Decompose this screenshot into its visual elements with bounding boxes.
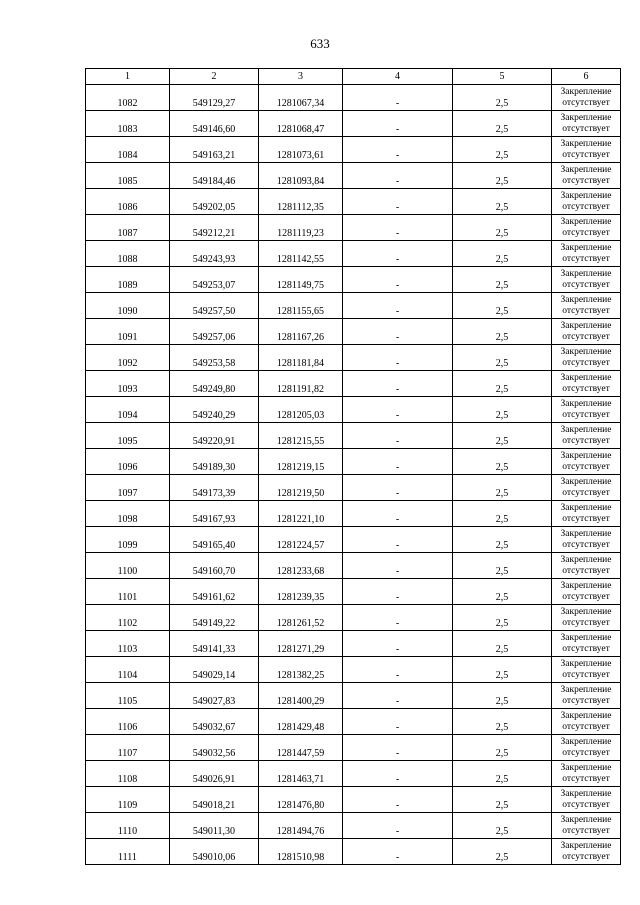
col4-cell: - <box>343 761 453 787</box>
table-row <box>86 605 621 631</box>
fixing-cell: Закрепление отсутствует <box>552 527 621 553</box>
col5-cell: 2,5 <box>453 397 552 423</box>
table-header-row <box>86 69 621 85</box>
col5-cell: 2,5 <box>453 241 552 267</box>
column-header: 2 <box>170 69 259 85</box>
table-row <box>86 449 621 475</box>
point-number-cell: 1111 <box>86 839 170 865</box>
x-coordinate-cell: 549167,93 <box>170 501 259 527</box>
table-row <box>86 839 621 865</box>
x-coordinate-cell: 549129,27 <box>170 85 259 111</box>
col4-cell: - <box>343 735 453 761</box>
col4-cell: - <box>343 813 453 839</box>
x-coordinate-cell: 549141,33 <box>170 631 259 657</box>
point-number-cell: 1083 <box>86 111 170 137</box>
col4-cell: - <box>343 579 453 605</box>
fixing-cell: Закрепление отсутствует <box>552 85 621 111</box>
y-coordinate-cell: 1281463,71 <box>259 761 343 787</box>
y-coordinate-cell: 1281221,10 <box>259 501 343 527</box>
col5-cell: 2,5 <box>453 85 552 111</box>
x-coordinate-cell: 549240,29 <box>170 397 259 423</box>
x-coordinate-cell: 549173,39 <box>170 475 259 501</box>
table-row <box>86 761 621 787</box>
col4-cell: - <box>343 657 453 683</box>
col5-cell: 2,5 <box>453 137 552 163</box>
y-coordinate-cell: 1281510,98 <box>259 839 343 865</box>
table-row <box>86 293 621 319</box>
table-row <box>86 683 621 709</box>
table-row <box>86 735 621 761</box>
point-number-cell: 1091 <box>86 319 170 345</box>
x-coordinate-cell: 549243,93 <box>170 241 259 267</box>
fixing-cell: Закрепление отсутствует <box>552 657 621 683</box>
y-coordinate-cell: 1281149,75 <box>259 267 343 293</box>
point-number-cell: 1098 <box>86 501 170 527</box>
y-coordinate-cell: 1281476,80 <box>259 787 343 813</box>
table-row <box>86 189 621 215</box>
table-row <box>86 553 621 579</box>
x-coordinate-cell: 549202,05 <box>170 189 259 215</box>
table-row <box>86 345 621 371</box>
x-coordinate-cell: 549165,40 <box>170 527 259 553</box>
point-number-cell: 1102 <box>86 605 170 631</box>
fixing-cell: Закрепление отсутствует <box>552 553 621 579</box>
table-row <box>86 423 621 449</box>
col4-cell: - <box>343 683 453 709</box>
col4-cell: - <box>343 163 453 189</box>
col5-cell: 2,5 <box>453 423 552 449</box>
x-coordinate-cell: 549257,06 <box>170 319 259 345</box>
fixing-cell: Закрепление отсутствует <box>552 579 621 605</box>
point-number-cell: 1086 <box>86 189 170 215</box>
table-body <box>86 85 621 865</box>
col5-cell: 2,5 <box>453 189 552 215</box>
fixing-cell: Закрепление отсутствует <box>552 189 621 215</box>
col4-cell: - <box>343 293 453 319</box>
fixing-cell: Закрепление отсутствует <box>552 605 621 631</box>
fixing-cell: Закрепление отсутствует <box>552 215 621 241</box>
x-coordinate-cell: 549161,62 <box>170 579 259 605</box>
col4-cell: - <box>343 501 453 527</box>
y-coordinate-cell: 1281261,52 <box>259 605 343 631</box>
col4-cell: - <box>343 475 453 501</box>
table-row <box>86 631 621 657</box>
fixing-cell: Закрепление отсутствует <box>552 319 621 345</box>
fixing-cell: Закрепление отсутствует <box>552 423 621 449</box>
table-row <box>86 163 621 189</box>
x-coordinate-cell: 549257,50 <box>170 293 259 319</box>
col5-cell: 2,5 <box>453 527 552 553</box>
x-coordinate-cell: 549032,67 <box>170 709 259 735</box>
y-coordinate-cell: 1281494,76 <box>259 813 343 839</box>
column-header: 1 <box>86 69 170 85</box>
x-coordinate-cell: 549146,60 <box>170 111 259 137</box>
col5-cell: 2,5 <box>453 709 552 735</box>
fixing-cell: Закрепление отсутствует <box>552 267 621 293</box>
x-coordinate-cell: 549027,83 <box>170 683 259 709</box>
col4-cell: - <box>343 215 453 241</box>
col4-cell: - <box>343 137 453 163</box>
x-coordinate-cell: 549253,58 <box>170 345 259 371</box>
col4-cell: - <box>343 371 453 397</box>
fixing-cell: Закрепление отсутствует <box>552 293 621 319</box>
col4-cell: - <box>343 605 453 631</box>
col5-cell: 2,5 <box>453 293 552 319</box>
point-number-cell: 1096 <box>86 449 170 475</box>
col5-cell: 2,5 <box>453 371 552 397</box>
point-number-cell: 1108 <box>86 761 170 787</box>
col5-cell: 2,5 <box>453 449 552 475</box>
fixing-cell: Закрепление отсутствует <box>552 397 621 423</box>
fixing-cell: Закрепление отсутствует <box>552 813 621 839</box>
point-number-cell: 1084 <box>86 137 170 163</box>
fixing-cell: Закрепление отсутствует <box>552 735 621 761</box>
x-coordinate-cell: 549029,14 <box>170 657 259 683</box>
point-number-cell: 1097 <box>86 475 170 501</box>
table-row <box>86 475 621 501</box>
col4-cell: - <box>343 85 453 111</box>
x-coordinate-cell: 549212,21 <box>170 215 259 241</box>
point-number-cell: 1082 <box>86 85 170 111</box>
y-coordinate-cell: 1281073,61 <box>259 137 343 163</box>
x-coordinate-cell: 549253,07 <box>170 267 259 293</box>
y-coordinate-cell: 1281215,55 <box>259 423 343 449</box>
table-row <box>86 657 621 683</box>
table-row <box>86 137 621 163</box>
col4-cell: - <box>343 111 453 137</box>
y-coordinate-cell: 1281191,82 <box>259 371 343 397</box>
y-coordinate-cell: 1281224,57 <box>259 527 343 553</box>
y-coordinate-cell: 1281181,84 <box>259 345 343 371</box>
y-coordinate-cell: 1281382,25 <box>259 657 343 683</box>
fixing-cell: Закрепление отсутствует <box>552 345 621 371</box>
table-row <box>86 371 621 397</box>
table-row <box>86 787 621 813</box>
table-row <box>86 241 621 267</box>
point-number-cell: 1087 <box>86 215 170 241</box>
point-number-cell: 1100 <box>86 553 170 579</box>
y-coordinate-cell: 1281067,34 <box>259 85 343 111</box>
fixing-cell: Закрепление отсутствует <box>552 631 621 657</box>
col4-cell: - <box>343 449 453 475</box>
x-coordinate-cell: 549163,21 <box>170 137 259 163</box>
fixing-cell: Закрепление отсутствует <box>552 371 621 397</box>
col5-cell: 2,5 <box>453 787 552 813</box>
x-coordinate-cell: 549220,91 <box>170 423 259 449</box>
col5-cell: 2,5 <box>453 501 552 527</box>
point-number-cell: 1088 <box>86 241 170 267</box>
col5-cell: 2,5 <box>453 345 552 371</box>
y-coordinate-cell: 1281219,50 <box>259 475 343 501</box>
column-header: 5 <box>453 69 552 85</box>
fixing-cell: Закрепление отсутствует <box>552 163 621 189</box>
point-number-cell: 1094 <box>86 397 170 423</box>
col4-cell: - <box>343 267 453 293</box>
col5-cell: 2,5 <box>453 579 552 605</box>
point-number-cell: 1099 <box>86 527 170 553</box>
y-coordinate-cell: 1281068,47 <box>259 111 343 137</box>
x-coordinate-cell: 549032,56 <box>170 735 259 761</box>
fixing-cell: Закрепление отсутствует <box>552 501 621 527</box>
fixing-cell: Закрепление отсутствует <box>552 475 621 501</box>
table-row <box>86 319 621 345</box>
x-coordinate-cell: 549160,70 <box>170 553 259 579</box>
col4-cell: - <box>343 709 453 735</box>
col4-cell: - <box>343 319 453 345</box>
table-row <box>86 215 621 241</box>
col4-cell: - <box>343 553 453 579</box>
col5-cell: 2,5 <box>453 163 552 189</box>
fixing-cell: Закрепление отсутствует <box>552 839 621 865</box>
x-coordinate-cell: 549010,06 <box>170 839 259 865</box>
col5-cell: 2,5 <box>453 553 552 579</box>
col4-cell: - <box>343 189 453 215</box>
y-coordinate-cell: 1281205,03 <box>259 397 343 423</box>
column-header: 3 <box>259 69 343 85</box>
y-coordinate-cell: 1281429,48 <box>259 709 343 735</box>
col4-cell: - <box>343 241 453 267</box>
point-number-cell: 1093 <box>86 371 170 397</box>
y-coordinate-cell: 1281155,65 <box>259 293 343 319</box>
point-number-cell: 1090 <box>86 293 170 319</box>
column-header: 4 <box>343 69 453 85</box>
x-coordinate-cell: 549011,30 <box>170 813 259 839</box>
fixing-cell: Закрепление отсутствует <box>552 709 621 735</box>
x-coordinate-cell: 549026,91 <box>170 761 259 787</box>
point-number-cell: 1089 <box>86 267 170 293</box>
point-number-cell: 1095 <box>86 423 170 449</box>
col4-cell: - <box>343 345 453 371</box>
point-number-cell: 1092 <box>86 345 170 371</box>
col5-cell: 2,5 <box>453 631 552 657</box>
y-coordinate-cell: 1281142,55 <box>259 241 343 267</box>
col4-cell: - <box>343 631 453 657</box>
table-row <box>86 501 621 527</box>
y-coordinate-cell: 1281271,29 <box>259 631 343 657</box>
col5-cell: 2,5 <box>453 813 552 839</box>
x-coordinate-cell: 549189,30 <box>170 449 259 475</box>
table-row <box>86 527 621 553</box>
fixing-cell: Закрепление отсутствует <box>552 449 621 475</box>
x-coordinate-cell: 549149,22 <box>170 605 259 631</box>
fixing-cell: Закрепление отсутствует <box>552 761 621 787</box>
col5-cell: 2,5 <box>453 319 552 345</box>
col4-cell: - <box>343 527 453 553</box>
point-number-cell: 1107 <box>86 735 170 761</box>
col5-cell: 2,5 <box>453 111 552 137</box>
x-coordinate-cell: 549184,46 <box>170 163 259 189</box>
y-coordinate-cell: 1281219,15 <box>259 449 343 475</box>
y-coordinate-cell: 1281167,26 <box>259 319 343 345</box>
y-coordinate-cell: 1281112,35 <box>259 189 343 215</box>
col5-cell: 2,5 <box>453 475 552 501</box>
col5-cell: 2,5 <box>453 605 552 631</box>
x-coordinate-cell: 549018,21 <box>170 787 259 813</box>
col4-cell: - <box>343 423 453 449</box>
fixing-cell: Закрепление отсутствует <box>552 111 621 137</box>
col5-cell: 2,5 <box>453 839 552 865</box>
table-row <box>86 267 621 293</box>
fixing-cell: Закрепление отсутствует <box>552 787 621 813</box>
y-coordinate-cell: 1281093,84 <box>259 163 343 189</box>
page-number: 633 <box>310 36 330 51</box>
table-row <box>86 813 621 839</box>
fixing-cell: Закрепление отсутствует <box>552 683 621 709</box>
coordinates-table <box>85 68 621 865</box>
point-number-cell: 1103 <box>86 631 170 657</box>
table-row <box>86 397 621 423</box>
table-row <box>86 111 621 137</box>
fixing-cell: Закрепление отсутствует <box>552 241 621 267</box>
point-number-cell: 1101 <box>86 579 170 605</box>
point-number-cell: 1104 <box>86 657 170 683</box>
col5-cell: 2,5 <box>453 657 552 683</box>
col5-cell: 2,5 <box>453 761 552 787</box>
y-coordinate-cell: 1281447,59 <box>259 735 343 761</box>
col4-cell: - <box>343 397 453 423</box>
fixing-cell: Закрепление отсутствует <box>552 137 621 163</box>
col4-cell: - <box>343 839 453 865</box>
x-coordinate-cell: 549249,80 <box>170 371 259 397</box>
col4-cell: - <box>343 787 453 813</box>
table-row <box>86 709 621 735</box>
point-number-cell: 1085 <box>86 163 170 189</box>
col5-cell: 2,5 <box>453 267 552 293</box>
column-header: 6 <box>552 69 621 85</box>
col5-cell: 2,5 <box>453 735 552 761</box>
point-number-cell: 1109 <box>86 787 170 813</box>
col5-cell: 2,5 <box>453 215 552 241</box>
y-coordinate-cell: 1281119,23 <box>259 215 343 241</box>
y-coordinate-cell: 1281239,35 <box>259 579 343 605</box>
y-coordinate-cell: 1281400,29 <box>259 683 343 709</box>
point-number-cell: 1106 <box>86 709 170 735</box>
point-number-cell: 1105 <box>86 683 170 709</box>
y-coordinate-cell: 1281233,68 <box>259 553 343 579</box>
col5-cell: 2,5 <box>453 683 552 709</box>
table-row <box>86 85 621 111</box>
point-number-cell: 1110 <box>86 813 170 839</box>
table-row <box>86 579 621 605</box>
